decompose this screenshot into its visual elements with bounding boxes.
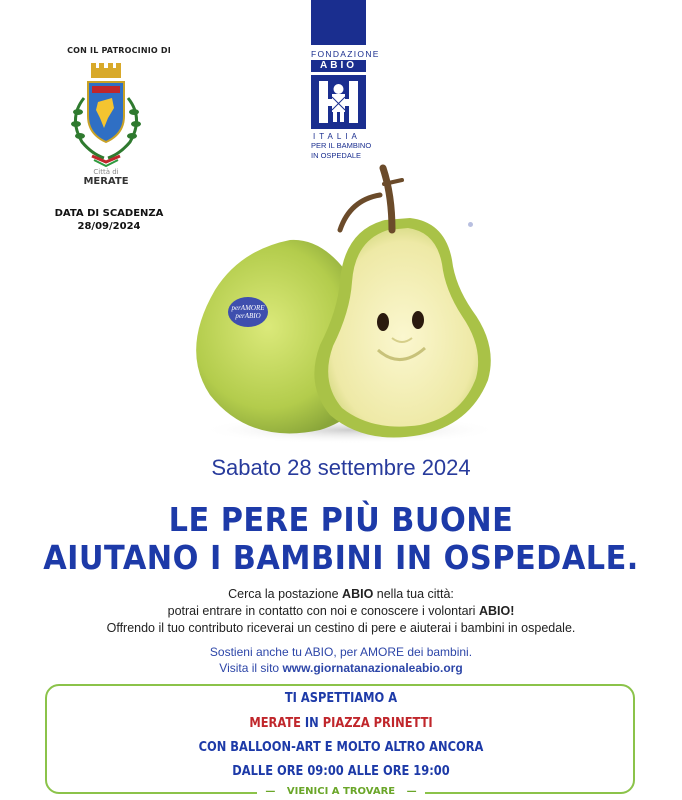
body-line-3: Offrendo il tuo contributo riceverai un cestino di pere e aiuterai i bambini in ospedale. bbox=[106, 621, 576, 635]
abio-name-label: ABIO bbox=[311, 60, 366, 72]
box-city: MERATE bbox=[249, 716, 301, 731]
city-name: MERATE bbox=[83, 176, 129, 187]
smiling-pears-illustration bbox=[170, 160, 510, 450]
body-line-2: potrai entrare in contatto con noi e conoscere i volontari ABIO! bbox=[167, 604, 515, 618]
city-label: Città di bbox=[93, 168, 119, 176]
event-date: Sabato 28 settembre 2024 bbox=[211, 455, 471, 480]
body-line-1: Cerca la postazione ABIO nella tua città: bbox=[228, 587, 454, 601]
website-line: Visita il sito www.giornatanazionaleabio.org bbox=[219, 661, 463, 675]
box-line-2: MERATE IN PIAZZA PRINETTI bbox=[249, 716, 433, 731]
pear-sticker-text: perAMORE bbox=[231, 304, 265, 312]
website-link[interactable]: www.giornatanazionaleabio.org bbox=[282, 661, 463, 675]
abio-subtitle-1: PER IL BAMBINO bbox=[311, 141, 372, 150]
deadline-title: DATA DI SCADENZA bbox=[54, 208, 164, 219]
abio-italia-label: ITALIA bbox=[313, 132, 361, 141]
box-location: PIAZZA PRINETTI bbox=[322, 716, 433, 731]
headline-line-2: AIUTANO I BAMBINI IN OSPEDALE. bbox=[43, 538, 639, 577]
patronage-label: CON IL PATROCINIO DI bbox=[67, 46, 171, 55]
box-line-4: DALLE ORE 09:00 ALLE ORE 19:00 bbox=[232, 764, 450, 779]
deadline-date: 28/09/2024 bbox=[77, 221, 141, 232]
abio-fondazione-label: FONDAZIONE bbox=[311, 49, 380, 59]
box-footer: — VIENICI A TROVARE — bbox=[0, 786, 682, 797]
box-line-1: TI ASPETTIAMO A bbox=[284, 691, 398, 706]
svg-text:perABIO: perABIO bbox=[235, 312, 261, 320]
merate-coat-of-arms-icon bbox=[58, 62, 154, 182]
abio-logo bbox=[311, 0, 380, 161]
abio-subtitle-2: IN OSPEDALE bbox=[311, 151, 362, 160]
box-line-3: CON BALLOON-ART E MOLTO ALTRO ANCORA bbox=[198, 740, 484, 755]
deadline-block bbox=[34, 207, 184, 233]
headline-line-1: LE PERE PIÙ BUONE bbox=[168, 500, 514, 539]
support-line: Sostieni anche tu ABIO, per AMORE dei bambini. bbox=[209, 645, 473, 659]
abio-logo-top-bar bbox=[311, 0, 366, 45]
abio-h-icon bbox=[311, 75, 366, 129]
